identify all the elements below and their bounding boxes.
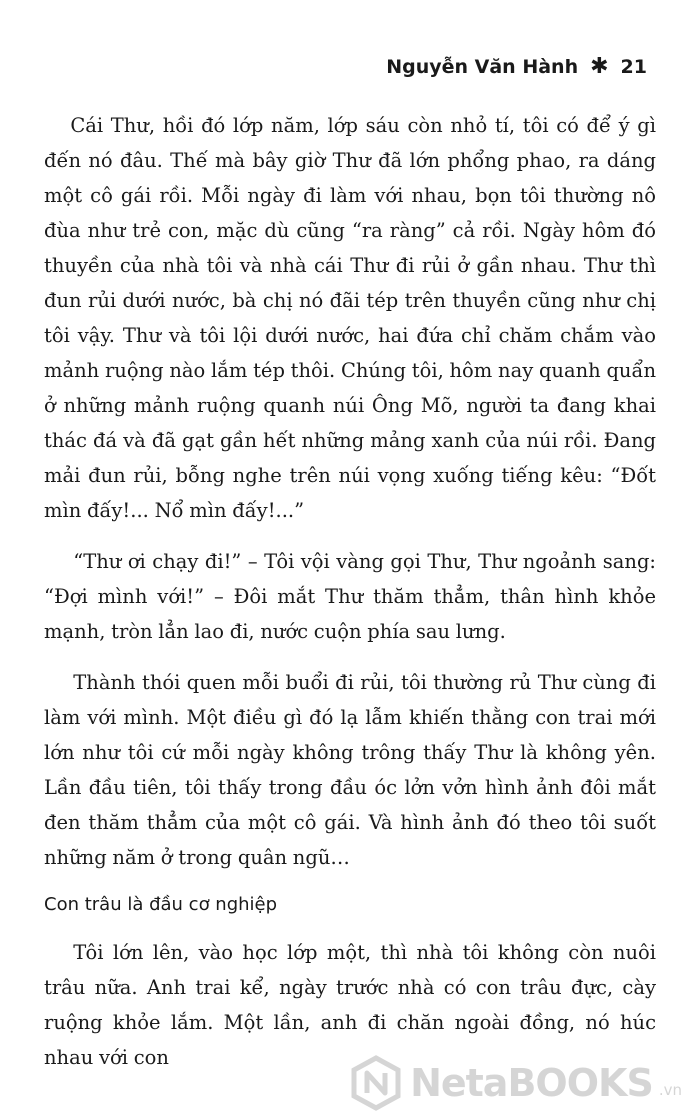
section-heading: Con trâu là đầu cơ nghiệp xyxy=(44,894,278,915)
page-number: 21 xyxy=(620,56,647,78)
watermark-brand: NetaBOOKS xyxy=(410,1061,653,1105)
n-hexagon-logo-icon xyxy=(348,1055,404,1111)
running-header xyxy=(386,56,647,78)
paragraph-2: “Thư ơi chạy đi!” – Tôi vội vàng gọi Thư, Thư ngoảnh sang: “Đợi mình với!” – Đôi mắt Thư thăm thẳm, thân hình khỏe mạnh, tròn lẳn lao đi, nước cuộn phía sau lưng. xyxy=(44,550,656,643)
asterisk-ornament-icon: ✱ xyxy=(590,54,609,79)
paragraph-3: Thành thói quen mỗi buổi đi rủi, tôi thường rủ Thư cùng đi làm với mình. Một điều gì đó lạ lẫm khiến thằng con trai mới lớn như tôi cứ mỗi ngày không trông thấy Thư là không yên. Lần đầu tiên, tôi thấy trong đầu óc lởn vởn hình ảnh đôi mắt đen thăm thẳm của một cô gái. Và hình ảnh đó theo tôi suốt những năm ở trong quân ngũ… xyxy=(44,671,656,869)
body-text xyxy=(44,108,656,1091)
watermark-suffix: .vn xyxy=(658,1081,682,1099)
watermark xyxy=(348,1055,682,1111)
paragraph-1: Cái Thư, hồi đó lớp năm, lớp sáu còn nhỏ tí, tôi có để ý gì đến nó đâu. Thế mà bây giờ Thư đã lớn phổng phao, ra dáng một cô gái rồi. Mỗi ngày đi làm với nhau, bọn tôi thường nô đùa như trẻ con, mặc dù cũng “ra ràng” cả rồi. Ngày hôm đó thuyền của nhà tôi và nhà cái Thư đi rủi ở gần nhau. Thư thì đun rủi dưới nước, bà chị nó đãi tép trên thuyền cũng như chị tôi vậy. Thư và tôi lội dưới nước, hai đứa chỉ chăm chắm vào mảnh ruộng nào lắm tép thôi. Chúng tôi, hôm nay quanh quẩn ở những mảnh ruộng quanh núi Ông Mõ, người ta đang khai thác đá và đã gạt gần hết những mảng xanh của núi rồi. Đang mải đun rủi, bỗng nghe trên núi vọng xuống tiếng kêu: “Đốt mìn đấy!... Nổ mìn đấy!...” xyxy=(44,114,656,522)
author-name: Nguyễn Văn Hành xyxy=(386,56,579,78)
paragraph-4: Tôi lớn lên, vào học lớp một, thì nhà tôi không còn nuôi trâu nữa. Anh trai kể, ngày trước nhà có con trâu đực, cày ruộng khỏe lắm. Một lần, anh đi chăn ngoài đồng, nó húc nhau với con xyxy=(44,941,656,1069)
